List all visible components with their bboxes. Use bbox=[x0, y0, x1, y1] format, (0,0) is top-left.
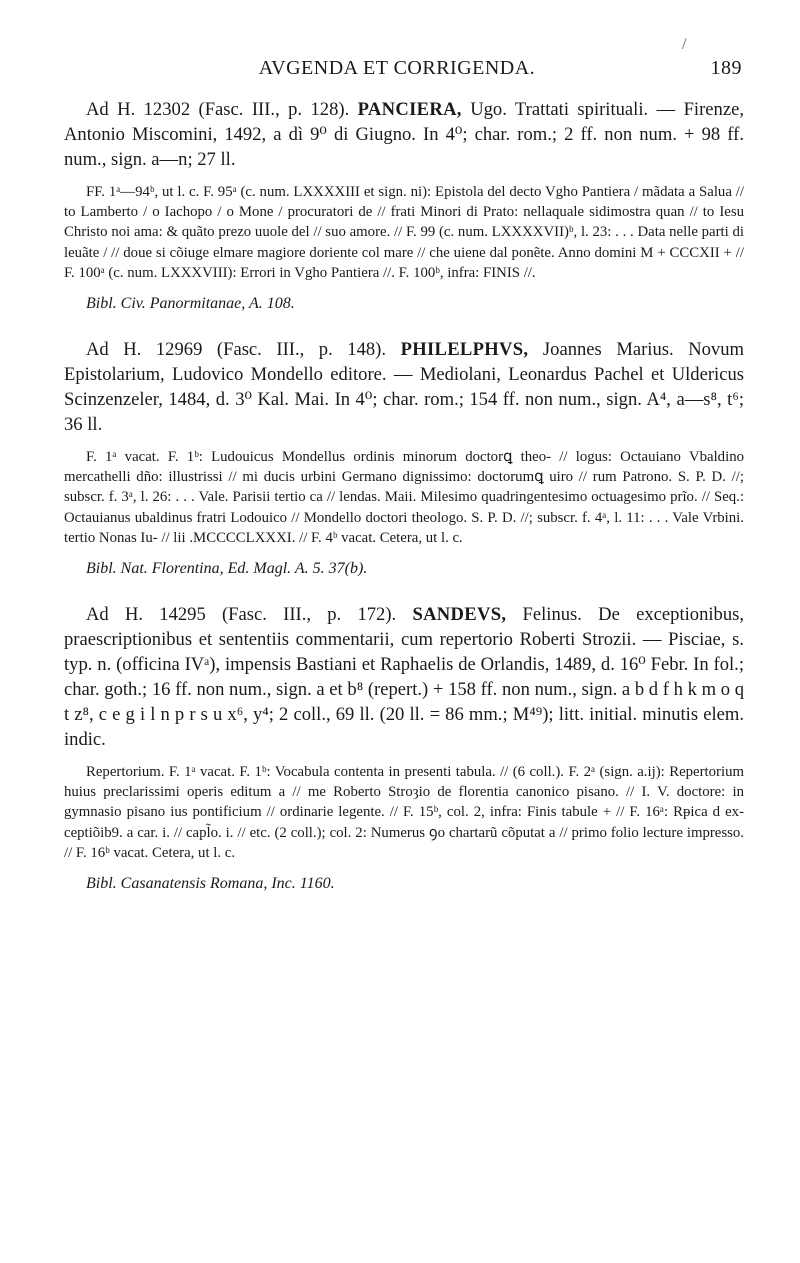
entry-heading bbox=[64, 337, 744, 437]
entry-description: Felinus. De exceptionibus, praescriptionibus et sententiis commentarii, cum repertorio Roberti Strozii. — Pisciae, s. typ. n. (officina IVᵃ), impensis Bastiani et Raphaelis de Orlandis, 1489, d. 16⁰ Febr. In fol.; char. goth.; 16 ff. non num., sign. a et b⁸ (repert.) + 158 ff. non num., sign. a b d f h k m o q t z⁸, c e g i l n p r s u x⁶, y⁴; 2 coll., 69 ll. (20 ll. = 86 mm.; M⁴⁹); litt. initial. minutis elem. indic. bbox=[64, 604, 745, 751]
entry-collation-notes: F. 1ᵃ vacat. F. 1ᵇ: Ludouicus Mondellus ordinis minorum doctorꝗ theo- // logus: Octauiano Vbaldino mercathelli dño: illustrissi // mi ducis urbini Germano dignissimo: doctorumꝗ uiro // rum Patrono. S. P. D. //; subscr. f. 3ᵃ, l. 26: . . . Vale. Parisii tertio ca // lendas. Maii. Milesimo quadringentesimo octuagesimo prĩo. // Seq.: Octauianus ubaldinus fratri Lodouico // Mondello doctori theologo. S. P. D. //; subscr. f. 4ᵃ, l. 11: . . . Vale Vrbini. tertio Nonas Iu- // lii .MCCCCLXXXI. // F. 4ᵇ vacat. Cetera, ut l. c. bbox=[64, 449, 744, 546]
entry-reference: Ad H. 12302 (Fasc. III., p. 128). bbox=[86, 99, 350, 120]
entry-heading bbox=[64, 97, 744, 172]
entry-description: Joannes Marius. Novum Epistolarium, Ludovico Mondello editore. — Mediolani, Leonardus Pachel et Uldericus Scinzenzeler, 1484, d. 3⁰ Kal. Mai. In 4⁰; char. rom.; 154 ff. non num., sign. A⁴, a—s⁸, t⁶; 36 ll. bbox=[64, 339, 744, 436]
corner-mark: / bbox=[682, 36, 687, 53]
entry-author: PHILELPHVS, bbox=[400, 339, 529, 361]
entry-sandeus bbox=[64, 602, 744, 895]
entry-collation-notes: FF. 1ᵃ—94ᵇ, ut l. c. F. 95ᵃ (c. num. LXXXXIII et sign. ni): Epistola del decto Vgho Pantiera / mãdata a Salua // to Lamberto / o Iachopo / o Mone / procuratori de // frati Minori di Prato: nellaquale sidimostra quan // to Iesu Christo noi ama: & quãto prezo uuole del // suo amore. // F. 99 (c. num. LXXXXVII)ᵇ, l. 23: . . . Data nelle parti di leuãte / // doue si cõiuge elmare magiore doriente col mare // che uiene dal ponẽte. Anno domini M + CCCXII + // F. 100ᵃ (c. num. LXXXVIII): Errori in Vgho Pantiera //. F. 100ᵇ, infra: FINIS //. bbox=[64, 184, 744, 281]
entry-panciera bbox=[64, 97, 744, 315]
entry-author: SANDEVS, bbox=[412, 604, 507, 626]
running-title: AVGENDA ET CORRIGENDA. bbox=[258, 57, 536, 79]
entry-library: Bibl. Civ. Panormitanae, A. 108. bbox=[86, 295, 295, 313]
entry-collation-notes: Repertorium. F. 1ᵃ vacat. F. 1ᵇ: Vocabula contenta in presenti tabula. // (6 coll.). F. 2ᵃ (sign. a.ij): Repertorium huius preclarissimi operis editum a // me Roberto Stroȝio de florentia canonico pisano. // I. V. doctore: in gymnasio pisano ius pontificium // ordinarie legente. // F. 15ᵇ, col. 2, infra: Finis tabule + // F. 16ᵃ: Rᵽica d ex- ceptiõib9. a car. i. // capl̃o. i. // etc. (2 coll.); col. 2: Numerus ꝯo chartarũ cõputat a // primo folio lecture impresso. // F. 16ᵇ vacat. Cetera, ut l. c. bbox=[64, 764, 744, 861]
entry-library: Bibl. Nat. Florentina, Ed. Magl. A. 5. 37(b). bbox=[86, 560, 368, 578]
entry-philelphus bbox=[64, 337, 744, 580]
entry-reference: Ad H. 14295 (Fasc. III., p. 172). bbox=[86, 604, 397, 626]
entry-library: Bibl. Casanatensis Romana, Inc. 1160. bbox=[86, 875, 335, 893]
entry-heading bbox=[64, 602, 744, 752]
entry-reference: Ad H. 12969 (Fasc. III., p. 148). bbox=[86, 339, 387, 361]
entry-description: Ugo. Trattati spirituali. — Firenze, Antonio Miscomini, 1492, a dì 9⁰ di Giugno. In 4⁰; char. rom.; 2 ff. non num. + 98 ff. num., sign. a—n; 27 ll. bbox=[64, 99, 744, 170]
page-number: 189 bbox=[710, 57, 742, 79]
entry-author: PANCIERA, bbox=[357, 99, 462, 120]
running-header bbox=[52, 57, 742, 85]
page-body bbox=[64, 97, 744, 895]
